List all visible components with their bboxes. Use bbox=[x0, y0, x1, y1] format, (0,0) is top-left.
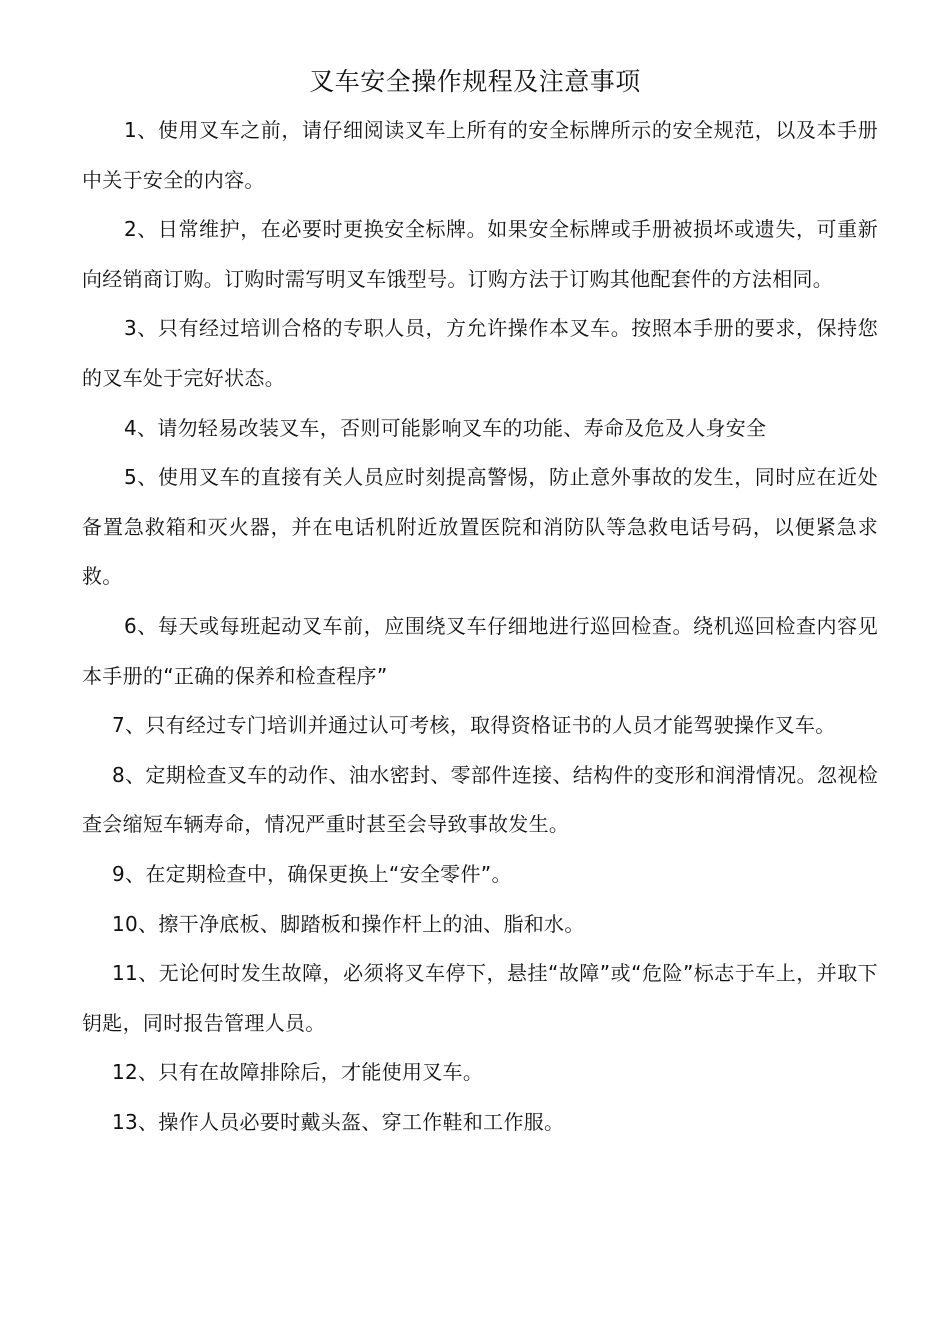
paragraph-7: 7、只有经过专门培训并通过认可考核，取得资格证书的人员才能驾驶操作叉车。 bbox=[112, 713, 836, 738]
paragraph-6: 6、每天或每班起动叉车前，应围绕叉车仔细地进行巡回检查。绕机巡回检查内容见本手册的“正确的保养和检查程序” bbox=[82, 613, 878, 688]
paragraph-1: 1、使用叉车之前，请仔细阅读叉车上所有的安全标牌所示的安全规范，以及本手册中关于安全的内容。 bbox=[82, 118, 878, 192]
paragraph-13: 13、操作人员必要时戴头盔、穿工作鞋和工作服。 bbox=[112, 1109, 565, 1134]
document-title: 叉车安全操作规程及注意事项 bbox=[309, 67, 641, 96]
paragraph-5: 5、使用叉车的直接有关人员应时刻提高警惕，防止意外事故的发生，同时应在近处备置急救箱和灭火器，并在电话机附近放置医院和消防队等急救电话号码，以便紧急求救。 bbox=[82, 465, 878, 589]
paragraph-2: 2、日常维护，在必要时更换安全标牌。如果安全标牌或手册被损坏或遗失，可重新向经销商订购。订购时需写明叉车饿型号。订购方法于订购其他配套件的方法相同。 bbox=[82, 217, 878, 291]
paragraph-8: 8、定期检查叉车的动作、油水密封、零部件连接、结构件的变形和润滑情况。忽视检查会缩短车辆寿命，情况严重时甚至会导致事故发生。 bbox=[82, 762, 878, 837]
paragraph-11: 11、无论何时发生故障，必须将叉车停下，悬挂“故障”或“危险”标志于车上，并取下钥匙，同时报告管理人员。 bbox=[82, 961, 878, 1035]
document-body bbox=[82, 106, 878, 1147]
paragraph-12: 12、只有在故障排除后，才能使用叉车。 bbox=[112, 1060, 484, 1085]
paragraph-3: 3、只有经过培训合格的专职人员，方允许操作本叉车。按照本手册的要求，保持您的叉车处于完好状态。 bbox=[82, 316, 878, 390]
paragraph-4: 4、请勿轻易改装叉车，否则可能影响叉车的功能、寿命及危及人身安全 bbox=[124, 415, 767, 440]
paragraph-9: 9、在定期检查中，确保更换上“安全零件”。 bbox=[112, 861, 512, 886]
paragraph-10: 10、擦干净底板、脚踏板和操作杆上的油、脂和水。 bbox=[112, 911, 585, 936]
